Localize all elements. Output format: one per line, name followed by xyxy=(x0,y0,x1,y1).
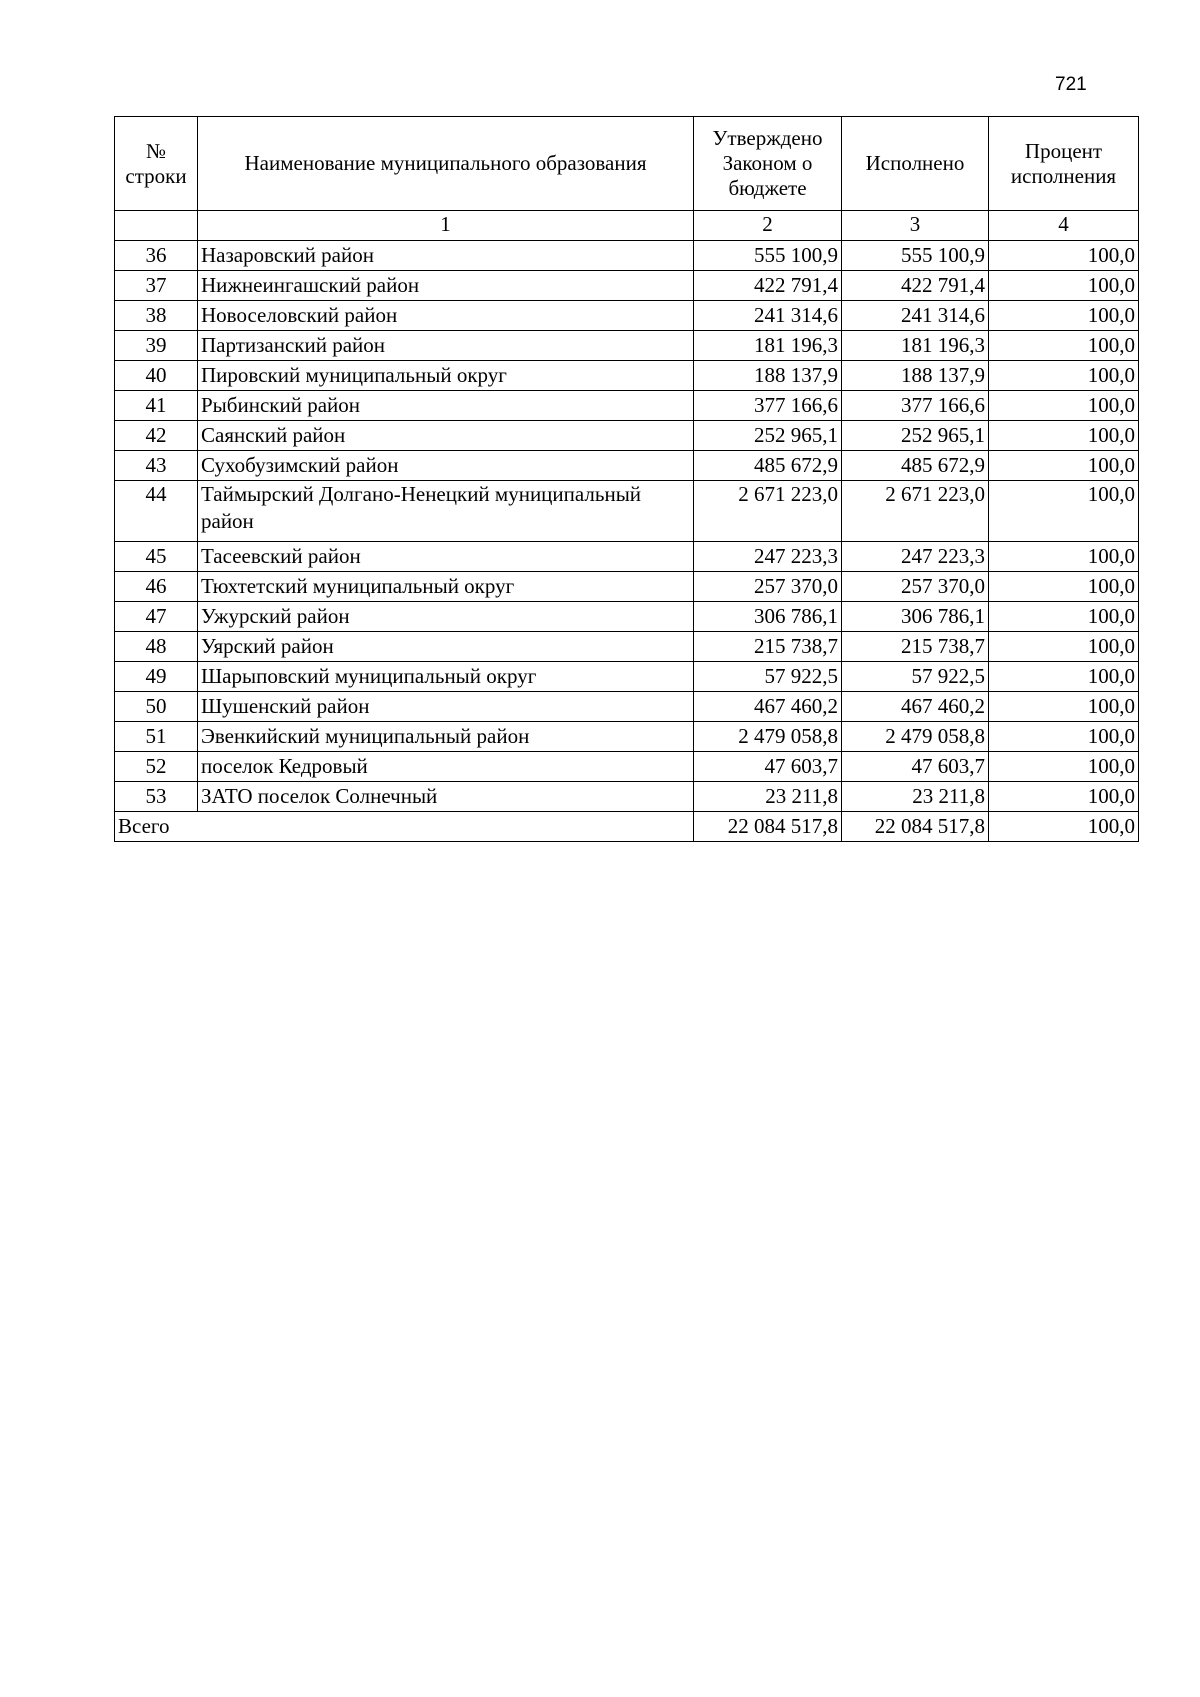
municipality-name-cell: Рыбинский район xyxy=(198,391,694,421)
row-number-cell: 50 xyxy=(115,692,198,722)
municipality-name-cell: Шушенский район xyxy=(198,692,694,722)
total-row xyxy=(115,812,1139,842)
total-percent-cell: 100,0 xyxy=(989,812,1139,842)
header-executed: Исполнено xyxy=(842,117,989,211)
row-number-cell: 46 xyxy=(115,572,198,602)
row-number-cell: 51 xyxy=(115,722,198,752)
approved-amount-cell: 188 137,9 xyxy=(694,361,842,391)
municipality-name-cell: Сухобузимский район xyxy=(198,451,694,481)
header-approved: Утверждено Законом о бюджете xyxy=(694,117,842,211)
row-number-cell: 49 xyxy=(115,662,198,692)
table-row xyxy=(115,271,1139,301)
approved-amount-cell: 215 738,7 xyxy=(694,632,842,662)
execution-percent-cell: 100,0 xyxy=(989,301,1139,331)
approved-amount-cell: 257 370,0 xyxy=(694,572,842,602)
executed-amount-cell: 422 791,4 xyxy=(842,271,989,301)
column-index xyxy=(115,211,198,241)
row-number-cell: 52 xyxy=(115,752,198,782)
municipality-name-cell: Уярский район xyxy=(198,632,694,662)
executed-amount-cell: 247 223,3 xyxy=(842,542,989,572)
table-row xyxy=(115,692,1139,722)
municipality-name-cell: Тюхтетский муниципальный округ xyxy=(198,572,694,602)
execution-percent-cell: 100,0 xyxy=(989,331,1139,361)
municipality-name-cell: Саянский район xyxy=(198,421,694,451)
approved-amount-cell: 241 314,6 xyxy=(694,301,842,331)
executed-amount-cell: 377 166,6 xyxy=(842,391,989,421)
approved-amount-cell: 555 100,9 xyxy=(694,241,842,271)
execution-percent-cell: 100,0 xyxy=(989,722,1139,752)
execution-percent-cell: 100,0 xyxy=(989,602,1139,632)
approved-amount-cell: 485 672,9 xyxy=(694,451,842,481)
row-number-cell: 43 xyxy=(115,451,198,481)
row-number-cell: 36 xyxy=(115,241,198,271)
executed-amount-cell: 252 965,1 xyxy=(842,421,989,451)
column-index: 3 xyxy=(842,211,989,241)
table-header xyxy=(115,117,1139,241)
municipality-name-cell: Новоселовский район xyxy=(198,301,694,331)
execution-percent-cell: 100,0 xyxy=(989,692,1139,722)
page-number: 721 xyxy=(1055,74,1087,95)
municipality-name-cell: Эвенкийский муниципальный район xyxy=(198,722,694,752)
table-row xyxy=(115,241,1139,271)
execution-percent-cell: 100,0 xyxy=(989,391,1139,421)
municipality-name-cell: Нижнеингашский район xyxy=(198,271,694,301)
execution-percent-cell: 100,0 xyxy=(989,572,1139,602)
executed-amount-cell: 485 672,9 xyxy=(842,451,989,481)
table-row xyxy=(115,481,1139,542)
municipality-name-cell: Тасеевский район xyxy=(198,542,694,572)
municipality-name-cell: Шарыповский муниципальный округ xyxy=(198,662,694,692)
total-approved-cell: 22 084 517,8 xyxy=(694,812,842,842)
execution-percent-cell: 100,0 xyxy=(989,361,1139,391)
approved-amount-cell: 181 196,3 xyxy=(694,331,842,361)
table-row xyxy=(115,572,1139,602)
approved-amount-cell: 247 223,3 xyxy=(694,542,842,572)
header-percent: Процент исполнения xyxy=(989,117,1139,211)
execution-percent-cell: 100,0 xyxy=(989,542,1139,572)
table-row xyxy=(115,451,1139,481)
row-number-cell: 53 xyxy=(115,782,198,812)
approved-amount-cell: 467 460,2 xyxy=(694,692,842,722)
table-body xyxy=(115,241,1139,842)
total-label: Всего xyxy=(115,812,694,842)
execution-percent-cell: 100,0 xyxy=(989,782,1139,812)
row-number-cell: 45 xyxy=(115,542,198,572)
table-row xyxy=(115,391,1139,421)
execution-percent-cell: 100,0 xyxy=(989,241,1139,271)
municipality-name-cell: Пировский муниципальный округ xyxy=(198,361,694,391)
execution-percent-cell: 100,0 xyxy=(989,752,1139,782)
municipality-name-cell: Партизанский район xyxy=(198,331,694,361)
executed-amount-cell: 23 211,8 xyxy=(842,782,989,812)
approved-amount-cell: 47 603,7 xyxy=(694,752,842,782)
row-number-cell: 40 xyxy=(115,361,198,391)
executed-amount-cell: 188 137,9 xyxy=(842,361,989,391)
municipality-name-cell: поселок Кедровый xyxy=(198,752,694,782)
executed-amount-cell: 555 100,9 xyxy=(842,241,989,271)
row-number-cell: 42 xyxy=(115,421,198,451)
executed-amount-cell: 467 460,2 xyxy=(842,692,989,722)
executed-amount-cell: 47 603,7 xyxy=(842,752,989,782)
executed-amount-cell: 2 479 058,8 xyxy=(842,722,989,752)
municipality-name-cell: ЗАТО поселок Солнечный xyxy=(198,782,694,812)
table-row xyxy=(115,542,1139,572)
execution-percent-cell: 100,0 xyxy=(989,421,1139,451)
column-index: 4 xyxy=(989,211,1139,241)
table-row xyxy=(115,662,1139,692)
table-row xyxy=(115,361,1139,391)
header-row-number: № строки xyxy=(115,117,198,211)
approved-amount-cell: 2 671 223,0 xyxy=(694,481,842,542)
approved-amount-cell: 57 922,5 xyxy=(694,662,842,692)
execution-percent-cell: 100,0 xyxy=(989,271,1139,301)
table-row xyxy=(115,752,1139,782)
executed-amount-cell: 215 738,7 xyxy=(842,632,989,662)
municipality-name-cell: Назаровский район xyxy=(198,241,694,271)
table-row xyxy=(115,632,1139,662)
total-executed-cell: 22 084 517,8 xyxy=(842,812,989,842)
row-number-cell: 48 xyxy=(115,632,198,662)
column-index-row xyxy=(115,211,1139,241)
table-row xyxy=(115,301,1139,331)
execution-percent-cell: 100,0 xyxy=(989,632,1139,662)
approved-amount-cell: 377 166,6 xyxy=(694,391,842,421)
row-number-cell: 38 xyxy=(115,301,198,331)
executed-amount-cell: 181 196,3 xyxy=(842,331,989,361)
execution-percent-cell: 100,0 xyxy=(989,481,1139,542)
header-row xyxy=(115,117,1139,211)
header-municipality-name: Наименование муниципального образования xyxy=(198,117,694,211)
row-number-cell: 37 xyxy=(115,271,198,301)
executed-amount-cell: 2 671 223,0 xyxy=(842,481,989,542)
execution-percent-cell: 100,0 xyxy=(989,662,1139,692)
column-index: 1 xyxy=(198,211,694,241)
executed-amount-cell: 306 786,1 xyxy=(842,602,989,632)
row-number-cell: 44 xyxy=(115,481,198,542)
approved-amount-cell: 422 791,4 xyxy=(694,271,842,301)
row-number-cell: 41 xyxy=(115,391,198,421)
table-row xyxy=(115,782,1139,812)
row-number-cell: 47 xyxy=(115,602,198,632)
executed-amount-cell: 57 922,5 xyxy=(842,662,989,692)
approved-amount-cell: 2 479 058,8 xyxy=(694,722,842,752)
executed-amount-cell: 257 370,0 xyxy=(842,572,989,602)
execution-percent-cell: 100,0 xyxy=(989,451,1139,481)
table-row xyxy=(115,331,1139,361)
table-row xyxy=(115,722,1139,752)
approved-amount-cell: 306 786,1 xyxy=(694,602,842,632)
approved-amount-cell: 252 965,1 xyxy=(694,421,842,451)
executed-amount-cell: 241 314,6 xyxy=(842,301,989,331)
municipality-name-cell: Ужурский район xyxy=(198,602,694,632)
approved-amount-cell: 23 211,8 xyxy=(694,782,842,812)
table-row xyxy=(115,421,1139,451)
municipality-name-cell: Таймырский Долгано-Ненецкий муниципальный район xyxy=(198,481,694,542)
table-row xyxy=(115,602,1139,632)
budget-execution-table xyxy=(114,116,1139,842)
row-number-cell: 39 xyxy=(115,331,198,361)
column-index: 2 xyxy=(694,211,842,241)
